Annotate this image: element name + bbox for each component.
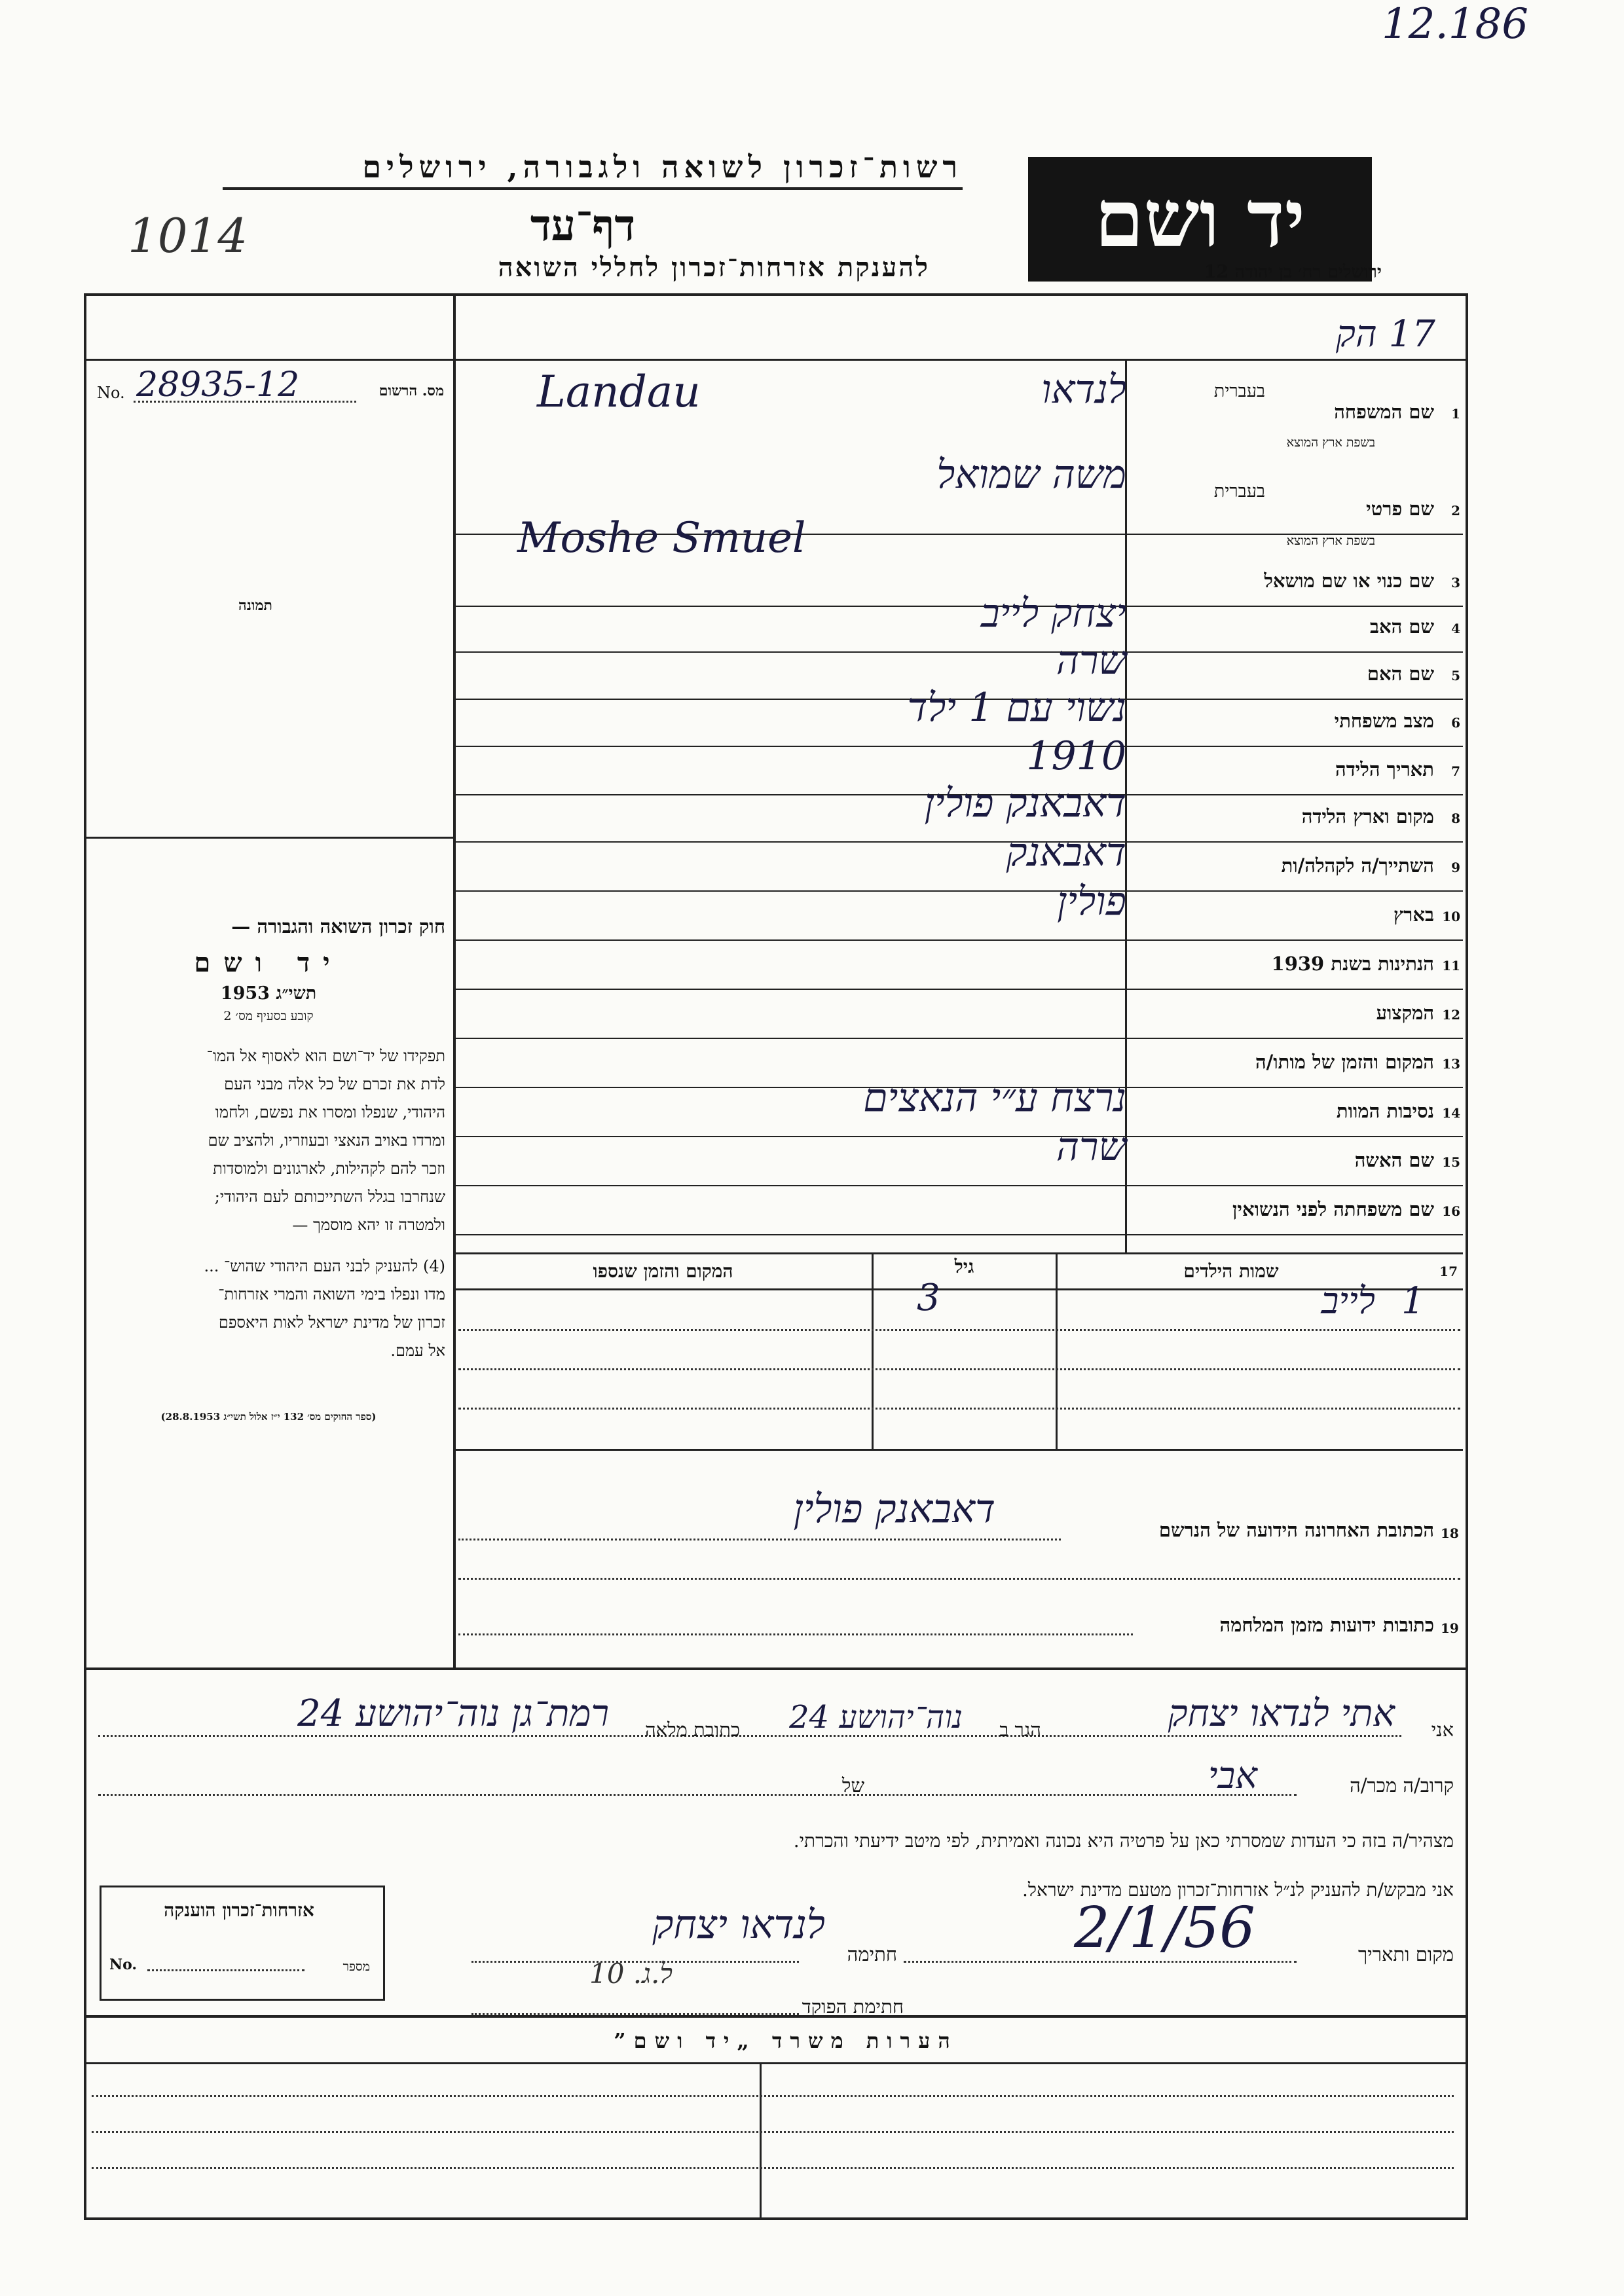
statement-request: אני מבקש/ת להעניק לנ״ל אזרחות־זכרון מטעם מדינת ישראל.	[1022, 1879, 1454, 1901]
photo-label: תמונה	[238, 597, 272, 614]
field-number: 19	[1441, 1620, 1459, 1636]
field-number: 11	[1442, 958, 1460, 974]
field-value: לנדאו	[1041, 367, 1126, 412]
field-value: משה שמואל	[936, 452, 1126, 498]
field-number: 15	[1442, 1154, 1460, 1170]
declaration-date: 2/1/56	[1074, 1895, 1255, 1961]
law-line: שנחרבו בגלל השתייכותם לעם היהודי;	[214, 1188, 445, 1206]
field-value: יצחק לייב	[980, 591, 1126, 636]
office-notes-title: הערות משרד „יד ושם”	[614, 2028, 958, 2053]
field-number: 12	[1442, 1007, 1460, 1023]
last-address-value: דאבאנק פולין	[793, 1486, 995, 1532]
hebrew-hint-2: בעברית	[1213, 481, 1265, 501]
child-name: לייב	[1321, 1280, 1375, 1322]
field-number: 9	[1451, 860, 1460, 875]
field-number: 4	[1451, 621, 1460, 636]
registration-value: 28935-12	[136, 365, 300, 405]
officer-signature: 10 .ל.ג	[589, 1958, 673, 1990]
law-line: (4) להעניק לבני העם היהודי שהוש־ ...	[204, 1257, 445, 1275]
children-col-age: גיל	[954, 1256, 974, 1277]
law-line: אל עמם.	[390, 1341, 445, 1360]
field-number: 16	[1442, 1203, 1460, 1219]
field-value: דאבאנק פולין	[924, 780, 1126, 826]
witness-name: אתי לנדאו יצחק	[1168, 1692, 1395, 1735]
law-line: זכרון של מדינת ישראל לאות היאספם	[218, 1313, 445, 1332]
law-footer: (ספר החוקים מס׳ 132 י״ז אלול תשי״ג 28.8.1953)	[160, 1411, 377, 1423]
yad-vashem-logo: יד ושם	[1028, 157, 1372, 282]
field-value: דאבאנק	[1006, 829, 1126, 875]
law-line: ולמטרה זו יהא מוסמך —	[292, 1216, 445, 1234]
firstname-latin: Moshe Smuel	[517, 514, 806, 562]
authority-line: רשות־זכרון לשואה ולגבורה, ירושלים	[223, 149, 963, 190]
last-address-label: הכתובת האחרונה הידועה של הנרשם	[1158, 1519, 1434, 1541]
field-label: נסיבות המוות	[1336, 1100, 1434, 1122]
place-date-label: מקום ותאריך	[1357, 1943, 1454, 1965]
full-address-label: כתובת מלאה	[645, 1719, 740, 1741]
field-value: 1910	[1026, 733, 1126, 779]
citizenship-no-label: No.	[109, 1956, 138, 1973]
field-number: 3	[1451, 575, 1460, 591]
officer-signature-label: חתימת הפוקד	[802, 1995, 904, 2018]
corner-archive-number: 12.186	[1382, 0, 1528, 48]
field-value: שרה	[1056, 1124, 1126, 1170]
field-number: 5	[1451, 668, 1460, 683]
citizenship-box-title: אזרחות־זכרון הוענקה	[164, 1899, 314, 1921]
field-number: 8	[1451, 811, 1460, 826]
field-number: 7	[1451, 763, 1460, 779]
surname-latin: Landau	[537, 367, 701, 417]
registration-label: מס. הרשום	[378, 382, 444, 399]
witness-signature: לנדאו יצחק	[652, 1902, 825, 1948]
relative-label: קרוב/ה מכר/ה	[1350, 1774, 1454, 1796]
form-subtitle: להענקת אזרחות־זכרון לחללי השואה	[498, 252, 930, 283]
full-address-value: רמת־גן נוה־יהושע 24	[297, 1692, 609, 1735]
law-line: וזכר להם לקהילות, לארגונים ולמוסדות	[213, 1159, 445, 1178]
field-label: תאריך הלידה	[1335, 758, 1434, 780]
field-label: שם האב	[1369, 615, 1434, 638]
field-number: 10	[1442, 909, 1460, 924]
citizenship-box	[100, 1886, 385, 2001]
field-value: שרה	[1056, 638, 1126, 683]
field-number: 2	[1451, 503, 1460, 519]
origin-hint-1: בשפת ארץ המוצא	[1286, 435, 1375, 450]
field-label: מקום וארץ הלידה	[1301, 805, 1434, 828]
law-line: תפקידו של יד־ושם הוא לאסוף אל המו־	[206, 1047, 445, 1065]
witness-city: נוה־יהושע 24	[789, 1699, 963, 1736]
field-label: שם המשפחה	[1334, 401, 1434, 423]
field-label: הנתינות בשנת 1939	[1271, 953, 1434, 975]
field-label: שם פרטי	[1366, 498, 1434, 520]
law-line: ומרדו באויב הנאצי ובעוזריו, ולהציב שם	[208, 1131, 445, 1150]
law-year: תשי״ג 1953	[220, 983, 317, 1004]
field-label: מצב משפחתי	[1334, 710, 1434, 732]
child-age: 3	[917, 1277, 940, 1319]
origin-hint-2: בשפת ארץ המוצא	[1286, 534, 1375, 548]
field-number: 1	[1451, 406, 1460, 422]
stamp-number: 1014	[128, 208, 248, 263]
field-value: פולין	[1057, 879, 1126, 924]
children-col-place: המקום והזמן שנספו	[593, 1260, 733, 1282]
law-org: יד ושם	[194, 947, 343, 978]
field-label: שם משפחתה לפני הנשואין	[1232, 1198, 1434, 1220]
field-value: נשוי עם 1 ילד	[907, 685, 1126, 731]
registration-prefix: No.	[97, 384, 125, 402]
field-number: 13	[1442, 1056, 1460, 1072]
citizenship-number-label: מספר	[342, 1959, 370, 1974]
top-handwritten-mark: 17 הק	[1336, 313, 1435, 355]
statement-accuracy: מצהיר/ה בזה כי העדות שמסרתי כאן על פרטיה היא נכונה ואמיתית, לפי מיטב ידיעתי והכרתי.	[793, 1830, 1454, 1851]
lives-in-label: הגר ב	[999, 1719, 1041, 1741]
field-label: המקצוע	[1376, 1002, 1434, 1024]
field-label: המקום והזמן של מותו/ה	[1255, 1051, 1434, 1073]
field-number: 14	[1442, 1105, 1460, 1121]
form-title: דף־עד	[530, 200, 636, 251]
field-number: 6	[1451, 715, 1460, 731]
logo-address: ירושלים רח׳ בן יהודה 12	[1204, 262, 1382, 282]
relation-value: אבי	[1208, 1755, 1257, 1797]
field-value: נרצח ע״י הנאצים	[863, 1075, 1126, 1121]
field-number: 17	[1439, 1264, 1458, 1279]
child-index: 1	[1401, 1280, 1425, 1322]
law-panel	[92, 915, 445, 1423]
field-label: בארץ	[1393, 903, 1434, 926]
law-line: היהודי, שנפלו ומסרו את נפשם, ולחמו	[215, 1103, 445, 1121]
field-label: שם כנוי או שם מושאל	[1264, 570, 1434, 592]
field-label: השתייך/ה לקהלה/ות	[1281, 854, 1434, 877]
wartime-address-label: כתובות ידועות מזמן המלחמה	[1219, 1614, 1434, 1636]
field-label: שם האם	[1367, 663, 1434, 685]
law-line: לדת את זכרם של כל אלה מבני העם	[224, 1075, 445, 1093]
field-number: 18	[1441, 1525, 1459, 1541]
law-clause-ref: קובע בסעיף מס׳ 2	[223, 1009, 314, 1023]
of-label: של	[841, 1774, 864, 1796]
children-col-names: שמות הילדים	[1183, 1260, 1279, 1282]
declaration-ani: אני	[1431, 1719, 1454, 1741]
law-line: מדו ונפלו בימי השואה והמרי אזרחות־	[218, 1285, 445, 1303]
law-title: חוק זכרון השואה והגבורה —	[231, 915, 445, 938]
registration-number	[97, 365, 444, 407]
hebrew-hint-1: בעברית	[1213, 381, 1265, 401]
signature-label: חתימה	[847, 1943, 897, 1965]
field-label: שם האשה	[1354, 1149, 1434, 1171]
